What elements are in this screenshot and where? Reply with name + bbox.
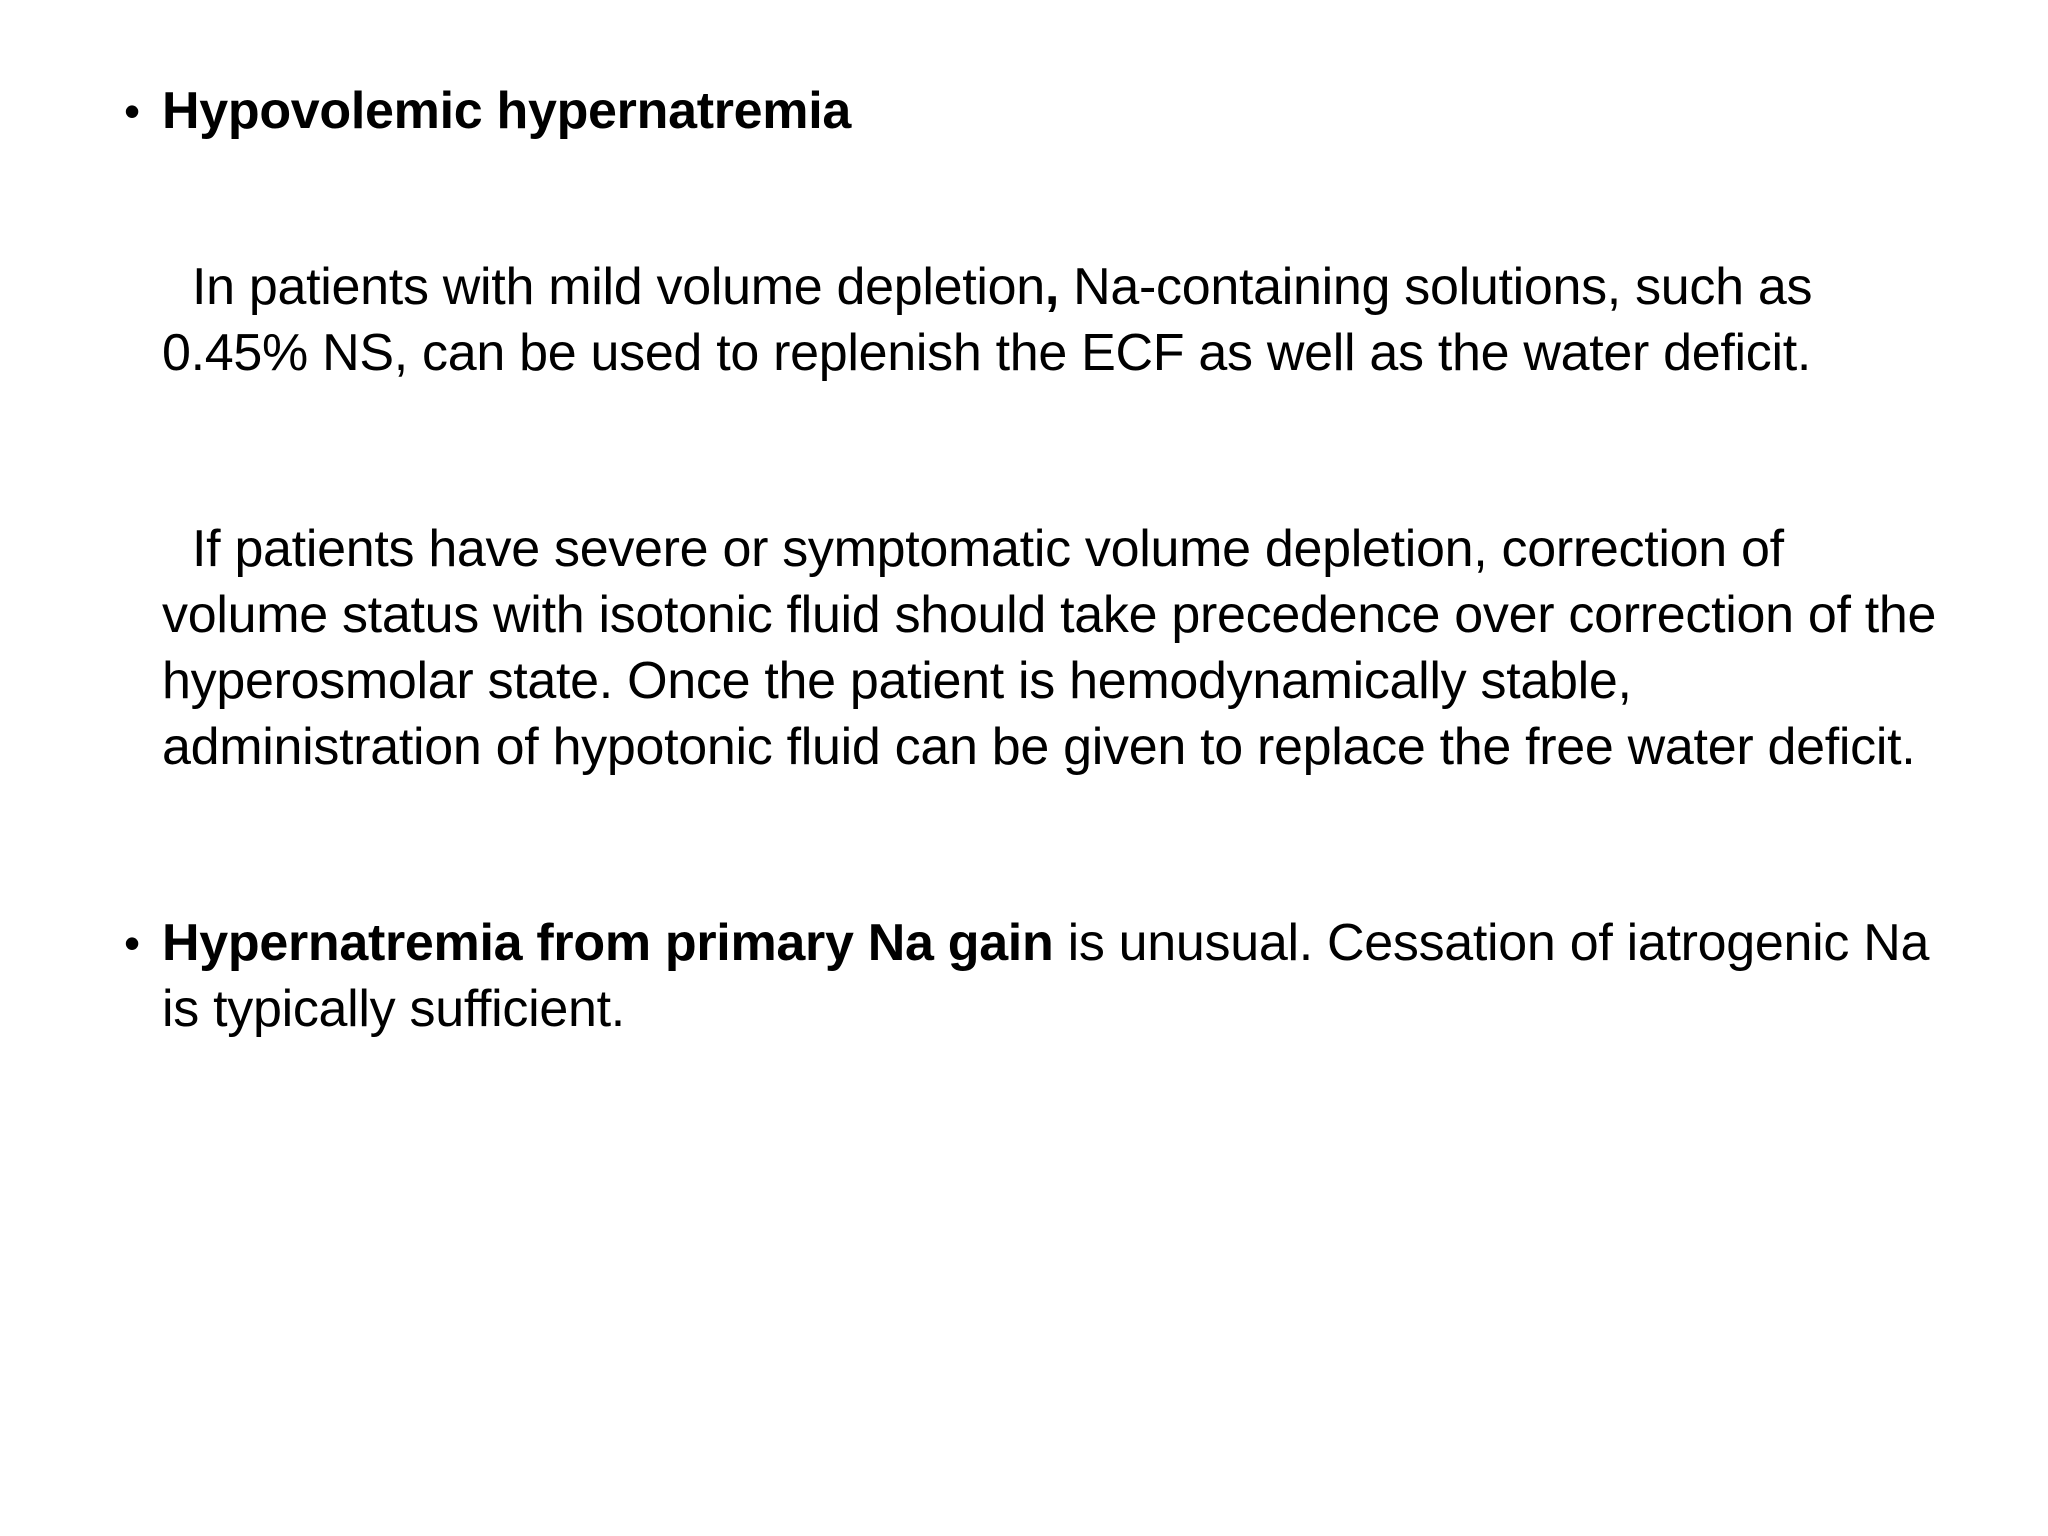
heading-primary-na-gain: Hypernatremia from primary Na gain	[162, 914, 1054, 972]
paragraph-mild-volume-depletion	[124, 254, 1954, 386]
bullet-primary-na-gain	[124, 910, 1954, 1042]
paragraph-1-part-a: In patients with mild volume depletion	[192, 258, 1045, 316]
bullet-hypovolemic-hypernatremia	[124, 78, 1954, 144]
slide-content	[124, 78, 1954, 1042]
paragraph-severe-volume-depletion: If patients have severe or symptomatic volume depletion, correction of volume status with isotonic fluid should take precedence over correction of the hyperosmolar state. Once the patient is hemodynamically stable, administration of hypotonic fluid can be given to replace the free water deficit.	[162, 520, 1937, 776]
bullet-dot: •	[124, 917, 140, 969]
paragraph-1-part-b: Na-containing solutions, such as 0.45% NS, can be used to replenish the ECF as well as the water deficit.	[162, 258, 1813, 382]
heading-hypovolemic-hypernatremia: Hypovolemic hypernatremia	[162, 82, 851, 140]
primary-na-gain-text: is unusual. Cessation of iatrogenic Na is typically sufficient.	[162, 914, 1930, 1038]
bullet-dot: •	[124, 85, 140, 137]
paragraph-1-comma: ,	[1044, 258, 1060, 316]
